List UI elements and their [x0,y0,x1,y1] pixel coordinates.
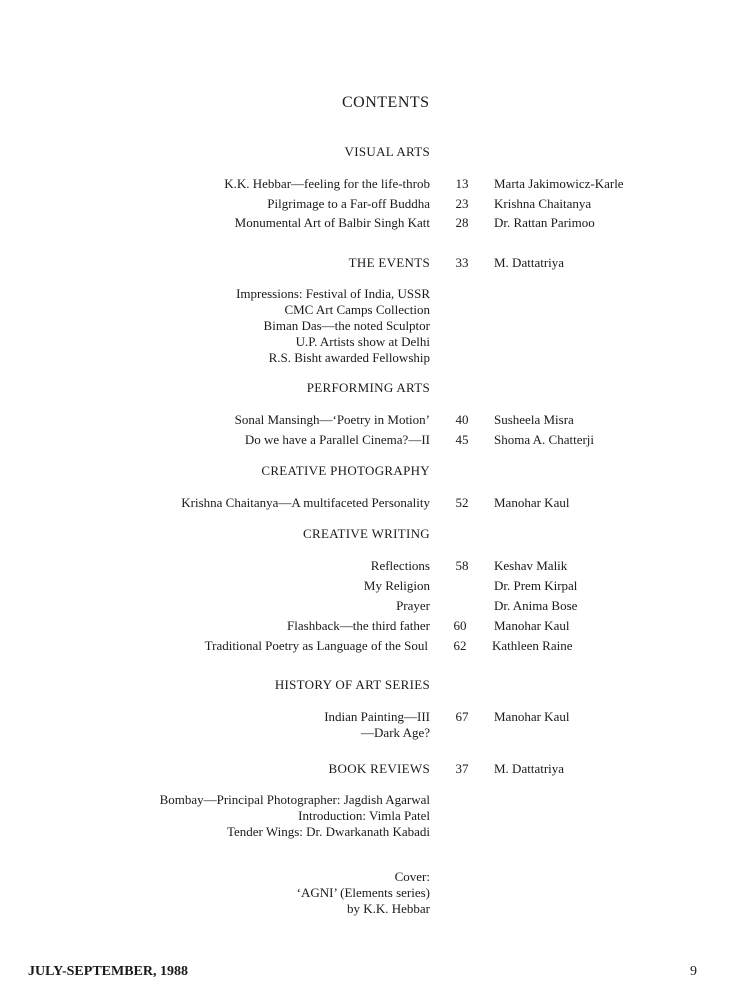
entry-author: Dr. Prem Kirpal [494,578,578,593]
entry-title: Monumental Art of Balbir Singh Katt [234,215,430,230]
entry-page: 62 [453,638,467,653]
entry-author: Manohar Kaul [494,618,570,633]
entry-title-continued: —Dark Age? [361,725,430,740]
event-item: Biman Das—the noted Sculptor [263,318,430,333]
entry-author: Krishna Chaitanya [494,196,592,211]
entry-author: Manohar Kaul [494,495,570,510]
entry-title: Flashback—the third father [287,618,430,633]
entry-author: M. Dattatriya [494,761,565,776]
cover-title: ‘AGNI’ (Elements series) [296,885,430,900]
cover-label: Cover: [394,869,430,884]
event-item: CMC Art Camps Collection [284,302,430,317]
entry-title: My Religion [363,578,430,593]
entry-title: Do we have a Parallel Cinema?—II [244,432,430,447]
page-number: 9 [690,964,697,979]
entry-page: 58 [455,558,469,573]
entry-page: 45 [455,432,469,447]
issue-date: JULY-SEPTEMBER, 1988 [28,964,189,979]
entry-page: 37 [455,761,469,776]
entry-page: 28 [455,215,469,230]
section-heading-creative-writing: CREATIVE WRITING [303,526,430,541]
entry-page: 23 [455,196,469,211]
entry-title: Prayer [396,598,430,613]
entry-author: Dr. Rattan Parimoo [494,215,595,230]
entry-page: 67 [455,709,469,724]
entry-page: 13 [455,176,469,191]
entry-title: Reflections [370,558,430,573]
section-heading-book-reviews: BOOK REVIEWS [328,761,430,776]
entry-title: K.K. Hebbar—feeling for the life-throb [224,176,430,191]
entry-author: Manohar Kaul [494,709,570,724]
section-heading-the-events: THE EVENTS [348,255,430,270]
entry-title: Sonal Mansingh—‘Poetry in Motion’ [234,412,430,427]
section-heading-creative-photography: CREATIVE PHOTOGRAPHY [261,463,430,478]
event-item: R.S. Bisht awarded Fellowship [268,350,430,365]
event-item: U.P. Artists show at Delhi [295,334,430,349]
entry-author: M. Dattatriya [494,255,565,270]
section-heading-visual-arts: VISUAL ARTS [344,144,430,159]
entry-page: 40 [455,412,469,427]
page-title: CONTENTS [342,94,430,111]
entry-title: Indian Painting—III [324,709,430,724]
entry-author: Keshav Malik [494,558,568,573]
review-item: Tender Wings: Dr. Dwarkanath Kabadi [226,824,430,839]
event-item: Impressions: Festival of India, USSR [236,286,430,301]
review-item: Bombay—Principal Photographer: Jagdish Agarwal [159,792,430,807]
entry-title: Traditional Poetry as Language of the Soul [204,638,428,653]
entry-page: 33 [455,255,469,270]
entry-page: 60 [453,618,467,633]
cover-credit: by K.K. Hebbar [346,901,430,916]
entry-author: Marta Jakimowicz-Karle [494,176,624,191]
review-item: Introduction: Vimla Patel [298,808,430,823]
section-heading-history-of-art: HISTORY OF ART SERIES [274,677,430,692]
entry-title: Pilgrimage to a Far-off Buddha [267,196,430,211]
entry-author: Dr. Anima Bose [494,598,578,613]
entry-author: Kathleen Raine [492,638,573,653]
entry-title: Krishna Chaitanya—A multifaceted Personality [181,495,430,510]
section-heading-performing-arts: PERFORMING ARTS [306,380,430,395]
entry-author: Susheela Misra [494,412,574,427]
entry-page: 52 [455,495,469,510]
entry-author: Shoma A. Chatterji [494,432,595,447]
